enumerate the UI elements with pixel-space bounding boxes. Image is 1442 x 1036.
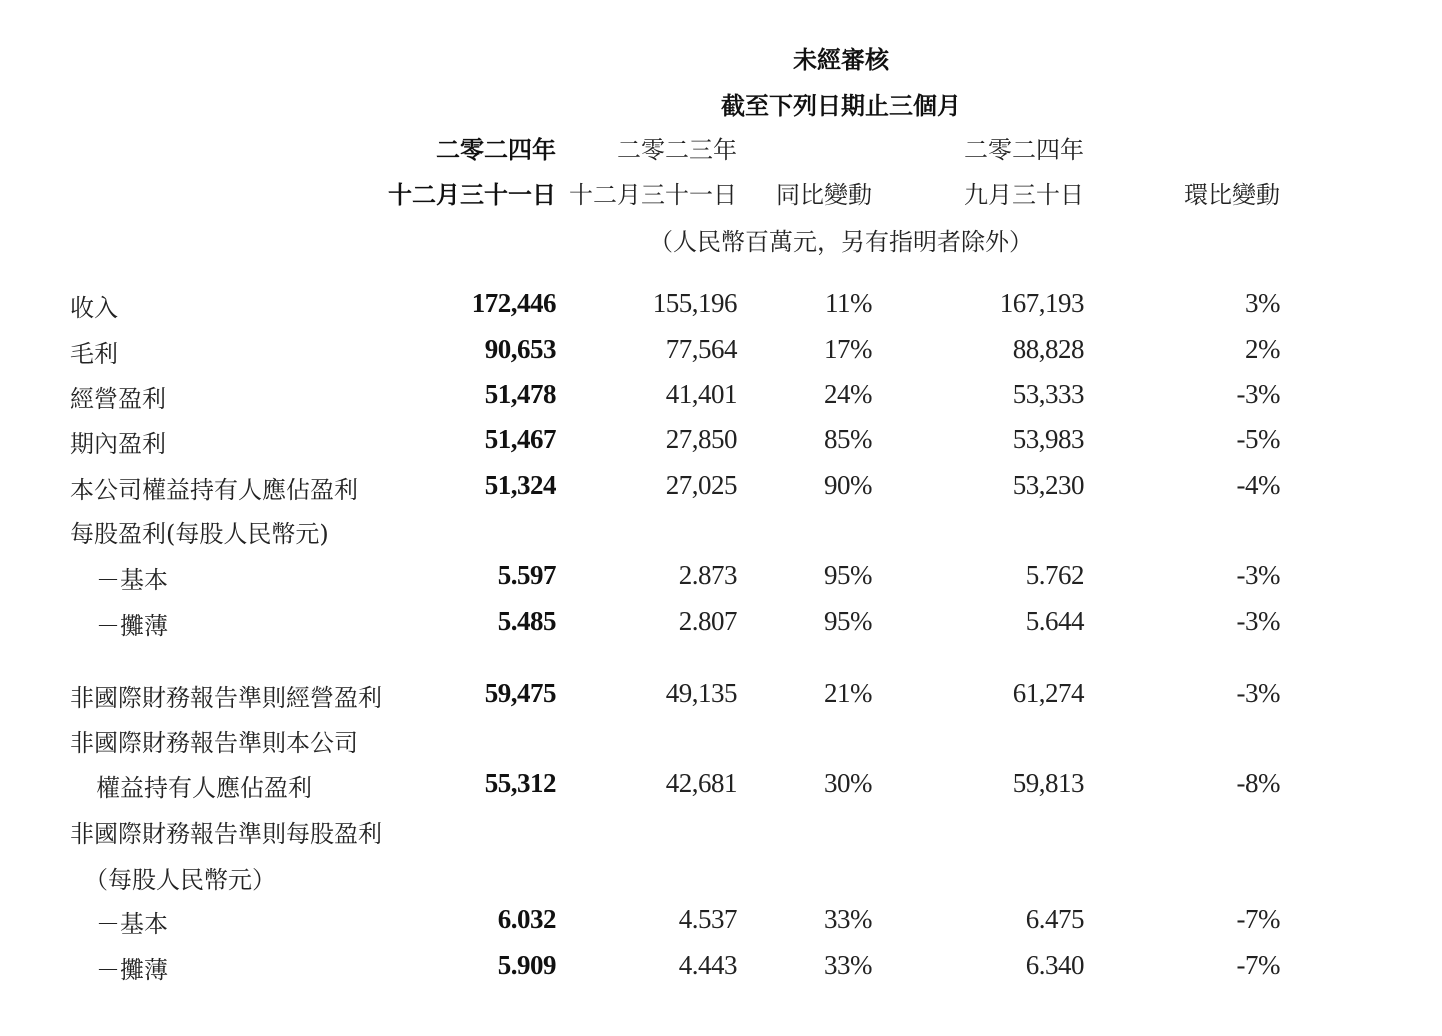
table-row-section-header (0, 860, 1442, 900)
value-qoq: -3% (1236, 606, 1280, 636)
row-label: 非國際財務報告準則每股盈利 (70, 820, 382, 848)
col4-date: 九月三十日 (964, 181, 1084, 209)
value-qoq: -8% (1236, 768, 1280, 798)
value-2024q3: 167,193 (999, 288, 1084, 318)
value-yoy: 17% (824, 334, 872, 364)
value-yoy: 95% (824, 606, 872, 636)
table-row (0, 379, 1442, 419)
table-row (0, 678, 1442, 718)
row-label: －基本 (96, 910, 168, 938)
value-qoq: 3% (1245, 288, 1280, 318)
value-2023q4: 4.537 (678, 904, 737, 934)
value-yoy: 11% (825, 288, 872, 318)
value-2023q4: 27,850 (665, 424, 737, 454)
col5-qoq-header: 環比變動 (1184, 181, 1280, 209)
value-qoq: -3% (1236, 678, 1280, 708)
row-label: 每股盈利(每股人民幣元) (70, 520, 329, 548)
value-2024q4: 51,467 (484, 424, 556, 454)
table-row (0, 606, 1442, 646)
row-label: （每股人民幣元） (84, 866, 276, 894)
value-2023q4: 4.443 (678, 950, 737, 980)
value-qoq: -7% (1236, 950, 1280, 980)
value-2024q3: 53,230 (1012, 470, 1084, 500)
value-2024q4: 5.485 (497, 606, 556, 636)
row-label: 收入 (70, 294, 118, 322)
row-label: 非國際財務報告準則本公司 (70, 729, 358, 757)
col1-date: 十二月三十一日 (388, 180, 556, 209)
value-2023q4: 77,564 (665, 334, 737, 364)
row-label: 經營盈利 (70, 385, 166, 413)
unit-note: （人民幣百萬元，另有指明者除外） (649, 228, 1033, 256)
table-row-section-header (0, 723, 1442, 763)
value-2023q4: 2.807 (678, 606, 737, 636)
value-2024q3: 5.644 (1025, 606, 1084, 636)
value-2024q4: 51,478 (484, 379, 556, 409)
value-2023q4: 2.873 (678, 560, 737, 590)
table-row-section-header (0, 814, 1442, 854)
value-2023q4: 42,681 (665, 768, 737, 798)
value-2024q3: 61,274 (1012, 678, 1084, 708)
value-yoy: 90% (824, 470, 872, 500)
value-qoq: 2% (1245, 334, 1280, 364)
value-qoq: -3% (1236, 379, 1280, 409)
value-2023q4: 41,401 (665, 379, 737, 409)
value-2024q4: 5.597 (497, 560, 556, 590)
row-label: －基本 (96, 566, 168, 594)
row-label: 權益持有人應佔盈利 (96, 774, 312, 802)
row-label: －攤薄 (96, 956, 168, 984)
value-2024q3: 88,828 (1012, 334, 1084, 364)
table-row (0, 768, 1442, 808)
value-2024q3: 6.340 (1025, 950, 1084, 980)
value-2024q4: 55,312 (484, 768, 556, 798)
value-2024q4: 90,653 (484, 334, 556, 364)
table-row (0, 288, 1442, 328)
value-yoy: 21% (824, 678, 872, 708)
value-qoq: -5% (1236, 424, 1280, 454)
value-2024q4: 59,475 (484, 678, 556, 708)
table-row (0, 950, 1442, 990)
value-yoy: 33% (824, 904, 872, 934)
audit-status: 未經審核 (793, 45, 889, 74)
col3-yoy-header: 同比變動 (776, 181, 872, 209)
value-yoy: 85% (824, 424, 872, 454)
value-yoy: 33% (824, 950, 872, 980)
period-label: 截至下列日期止三個月 (721, 91, 961, 120)
value-2024q4: 51,324 (484, 470, 556, 500)
value-2023q4: 27,025 (665, 470, 737, 500)
value-2024q3: 59,813 (1012, 768, 1084, 798)
value-2023q4: 49,135 (665, 678, 737, 708)
value-2023q4: 155,196 (652, 288, 737, 318)
row-label: 期內盈利 (70, 430, 166, 458)
value-yoy: 24% (824, 379, 872, 409)
value-qoq: -4% (1236, 470, 1280, 500)
value-yoy: 30% (824, 768, 872, 798)
value-2024q3: 5.762 (1025, 560, 1084, 590)
table-row (0, 334, 1442, 374)
table-row (0, 424, 1442, 464)
col2-date: 十二月三十一日 (569, 181, 737, 209)
value-2024q3: 53,333 (1012, 379, 1084, 409)
value-2024q3: 6.475 (1025, 904, 1084, 934)
table-row (0, 560, 1442, 600)
row-label: 非國際財務報告準則經營盈利 (70, 684, 382, 712)
value-2024q4: 6.032 (497, 904, 556, 934)
value-2024q4: 172,446 (471, 288, 556, 318)
table-row (0, 470, 1442, 510)
value-2024q3: 53,983 (1012, 424, 1084, 454)
table-row (0, 904, 1442, 944)
value-qoq: -7% (1236, 904, 1280, 934)
row-label: 毛利 (70, 340, 118, 368)
row-label: 本公司權益持有人應佔盈利 (70, 476, 358, 504)
table-row-section-header (0, 514, 1442, 554)
col2-year: 二零二三年 (617, 136, 737, 164)
col1-year: 二零二四年 (436, 135, 556, 164)
row-label: －攤薄 (96, 612, 168, 640)
col4-year: 二零二四年 (964, 136, 1084, 164)
value-2024q4: 5.909 (497, 950, 556, 980)
value-qoq: -3% (1236, 560, 1280, 590)
value-yoy: 95% (824, 560, 872, 590)
